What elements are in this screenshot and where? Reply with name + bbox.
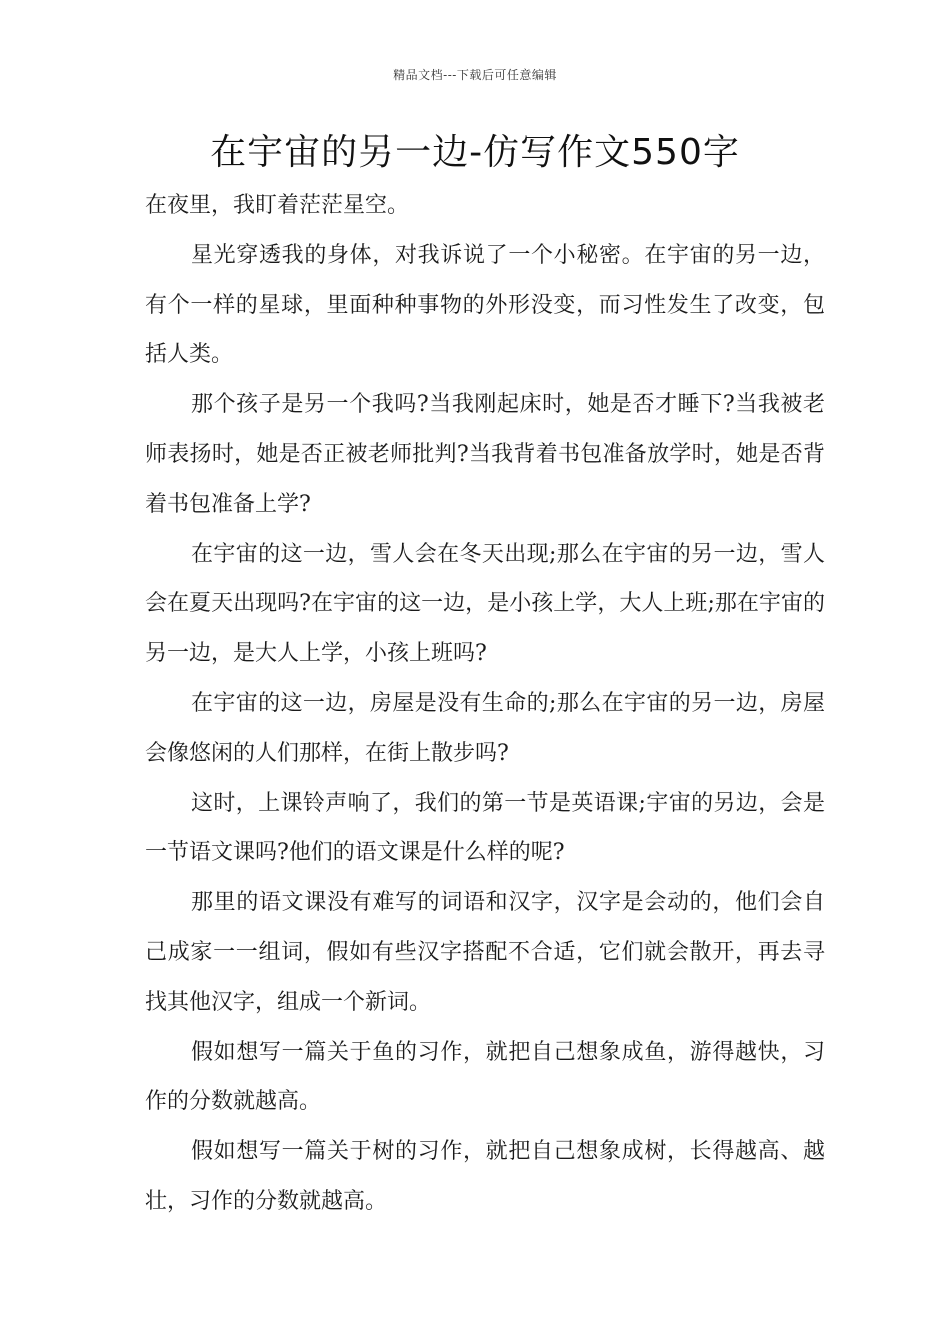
- paragraph: 在夜里，我盯着茫茫星空。: [145, 193, 410, 218]
- paragraph: 星光穿透我的身体，对我诉说了一个小秘密。在宇宙的另一边，有个一样的星球，里面种种事物的外形没变，而习性发生了改变，包括人类。: [145, 242, 825, 368]
- paragraph: 在宇宙的这一边，房屋是没有生命的;那么在宇宙的另一边，房屋会像悠闲的人们那样，在街上散步吗?: [145, 690, 825, 766]
- paragraph: 那里的语文课没有难写的词语和汉字，汉字是会动的，他们会自己成家一一组词，假如有些汉字搭配不合适，它们就会散开，再去寻找其他汉字，组成一个新词。: [145, 890, 825, 1015]
- paragraph: 假如想写一篇关于鱼的习作，就把自己想象成鱼，游得越快，习作的分数就越高。: [145, 1039, 825, 1115]
- document-title: 在宇宙的另一边-仿写作文550字: [210, 132, 740, 173]
- paragraph: 假如想写一篇关于树的习作，就把自己想象成树，长得越高、越壮，习作的分数就越高。: [145, 1139, 825, 1214]
- header-note: 精品文档---下载后可任意编辑: [393, 68, 557, 82]
- document-body: [145, 181, 825, 1227]
- paragraph: 这时，上课铃声响了，我们的第一节是英语课;宇宙的另边，会是一节语文课吗?他们的语文课是什么样的呢?: [145, 790, 825, 866]
- paragraph: 在宇宙的这一边，雪人会在冬天出现;那么在宇宙的另一边，雪人会在夏天出现吗?在宇宙的这一边，是小孩上学，大人上班;那在宇宙的另一边，是大人上学，小孩上班吗?: [145, 541, 825, 667]
- paragraph: 那个孩子是另一个我吗?当我刚起床时，她是否才睡下?当我被老师表扬时，她是否正被老师批判?当我背着书包准备放学时，她是否背着书包准备上学?: [145, 392, 825, 517]
